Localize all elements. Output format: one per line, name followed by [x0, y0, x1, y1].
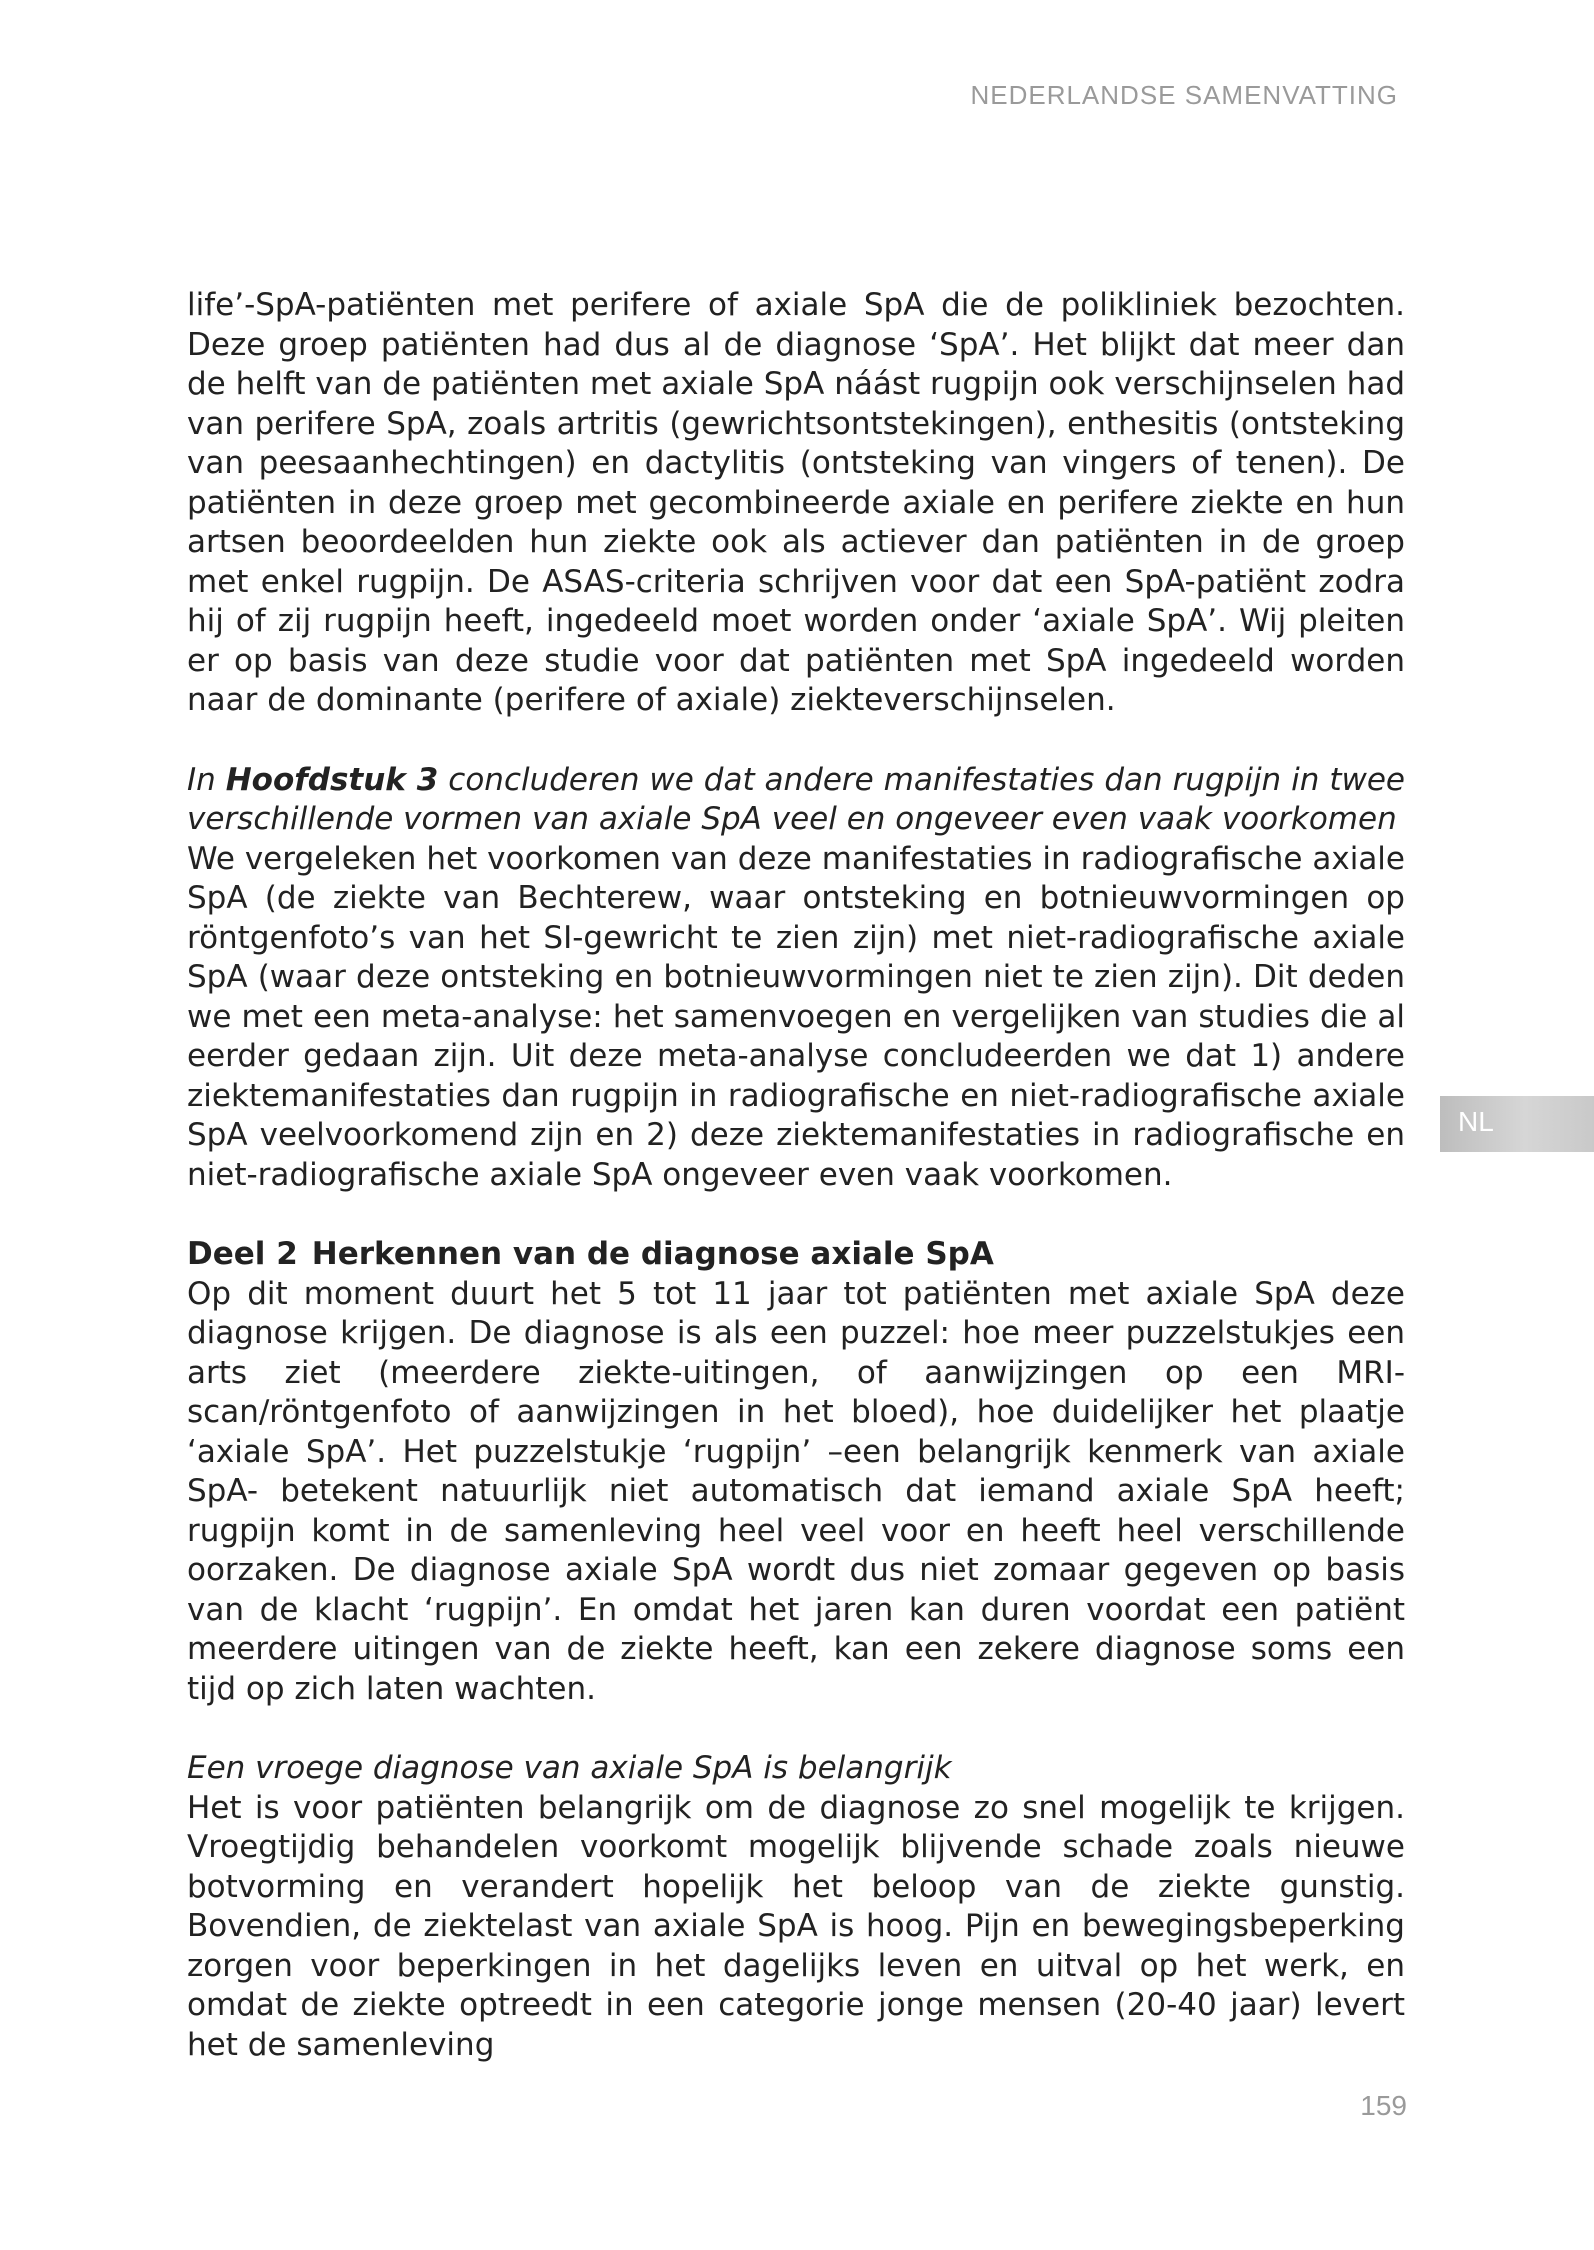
section-number: Deel 2	[187, 1236, 298, 1272]
section-title: Herkennen van de diagnose axiale SpA	[311, 1236, 994, 1272]
body-paragraph: life’-SpA-patiënten met perifere of axiale SpA die de polikliniek bezochten. Deze groep patiënten had dus al de diagnose ‘SpA’. Het blijkt dat meer dan de helft van de patiënten met axiale SpA náást rugpijn ook verschijnselen had van perifere SpA, zoals artritis (gewrichtsontstekingen), enthesitis (ontsteking van peesaanhechtingen) en dactylitis (ontsteking van vingers of tenen). De patiënten in deze groep met gecombineerde axiale en perifere ziekte en hun artsen beoordeelden hun ziekte ook als actiever dan patiënten in de groep met enkel rugpijn. De ASAS-criteria schrijven voor dat een SpA-patiënt zodra hij of zij rugpijn heeft, ingedeeld moet worden onder ‘axiale SpA’. Wij pleiten er op basis van deze studie voor dat patiënten met SpA ingedeeld worden naar de dominante (perifere of axiale) ziekteverschijnselen.	[187, 287, 1405, 718]
page-body	[187, 286, 1405, 2065]
running-header: NEDERLANDSE SAMENVATTING	[970, 80, 1398, 110]
language-tab-label: NL	[1458, 1106, 1494, 1137]
italic-subheading: Een vroege diagnose van axiale SpA is belangrijk	[187, 1750, 952, 1786]
language-thumb-tab	[1440, 1096, 1594, 1152]
italic-subheading-chapter-3	[187, 761, 1405, 840]
paragraph-gap	[187, 721, 1405, 761]
subheading-rest: concluderen we dat andere manifestaties dan rugpijn in twee verschillende vormen van axiale SpA veel en ongeveer even vaak voorkomen	[187, 761, 1405, 837]
paragraph-gap	[187, 1195, 1405, 1235]
subheading-prefix: In	[187, 761, 216, 798]
subheading-chapter-ref: Hoofdstuk 3	[225, 761, 439, 798]
page-number: 159	[1360, 2090, 1407, 2121]
body-paragraph: Het is voor patiënten belangrijk om de diagnose zo snel mogelijk te krijgen. Vroegtijdig behandelen voorkomt mogelijk blijvende schade zoals nieuwe botvorming en verandert hopelijk het beloop van de ziekte gunstig. Bovendien, de ziektelast van axiale SpA is hoog. Pijn en bewegingsbeperking zorgen voor beperkingen in het dagelijks leven en uitval op het werk, en omdat de ziekte optreedt in een categorie jonge mensen (20-40 jaar) levert het de samenleving	[187, 1789, 1405, 2063]
body-paragraph: Op dit moment duurt het 5 tot 11 jaar tot patiënten met axiale SpA deze diagnose krijgen. De diagnose is als een puzzel: hoe meer puzzelstukjes een arts ziet (meerdere ziekte-uitingen, of aanwijzingen op een MRI-scan/röntgenfoto of aanwijzingen in het bloed), hoe duidelijker het plaatje ‘axiale SpA’. Het puzzelstukje ‘rugpijn’ –een belangrijk kenmerk van axiale SpA- betekent natuurlijk niet automatisch dat iemand axiale SpA heeft; rugpijn komt in de samenleving heel veel voor en heeft heel verschillende oorzaken. De diagnose axiale SpA wordt dus niet zomaar gegeven op basis van de klacht ‘rugpijn’. En omdat het jaren kan duren voordat een patiënt meerdere uitingen van de ziekte heeft, kan een zekere diagnose soms een tijd op zich laten wachten.	[187, 1275, 1405, 1707]
paragraph-gap	[187, 1709, 1405, 1749]
section-heading	[187, 1235, 1405, 1275]
body-paragraph: We vergeleken het voorkomen van deze manifestaties in radiografische axiale SpA (de ziekte van Bechterew, waar ontsteking en botnieuwvormingen op röntgenfoto’s van het SI-gewricht te zien zijn) met niet-radiografische axiale SpA (waar deze ontsteking en botnieuwvormingen niet te zien zijn). Dit deden we met een meta-analyse: het samenvoegen en vergelijken van studies die al eerder gedaan zijn. Uit deze meta-analyse concludeerden we dat 1) andere ziektemanifestaties dan rugpijn in radiografische en niet-radiografische axiale SpA veelvoorkomend zijn en 2) deze ziektemanifestaties in radiografische en niet-radiografische axiale SpA ongeveer even vaak voorkomen.	[187, 840, 1405, 1193]
